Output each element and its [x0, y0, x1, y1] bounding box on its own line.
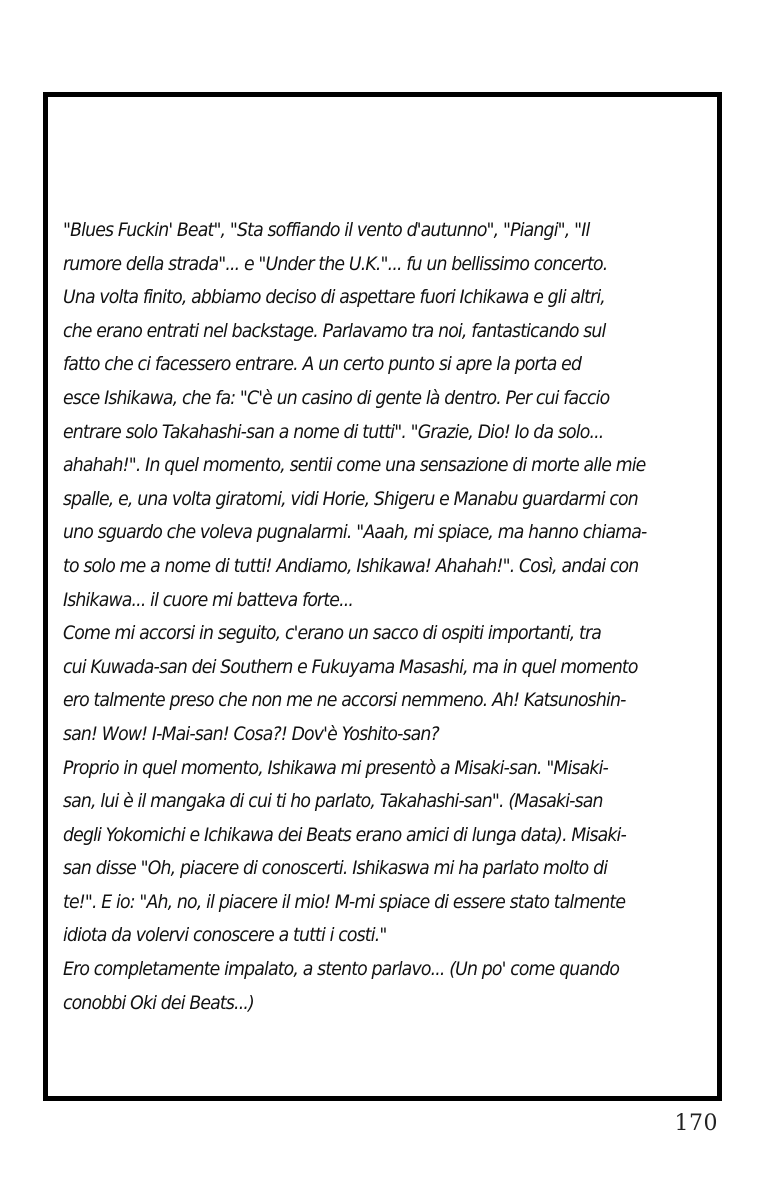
text-panel-frame [43, 92, 722, 1101]
narrative-text [63, 214, 668, 1020]
text-line: san disse "Oh, piacere di conoscerti. Ishikaswa mi ha parlato molto di [63, 858, 608, 880]
text-line: ahahah!". In quel momento, sentii come una sensazione di morte alle mie [63, 455, 646, 477]
text-line: esce Ishikawa, che fa: "C'è un casino di gente là dentro. Per cui faccio [63, 387, 610, 409]
text-line: ero talmente preso che non me ne accorsi nemmeno. Ah! Katsunoshin- [63, 690, 626, 712]
text-line: rumore della strada"... e "Under the U.K."... fu un bellissimo concerto. [63, 253, 608, 275]
text-line: che erano entrati nel backstage. Parlavamo tra noi, fantasticando sul [63, 320, 606, 342]
text-line: idiota da volervi conoscere a tutti i costi." [63, 925, 387, 947]
text-line: "Blues Fuckin' Beat", "Sta soffiando il vento d'autunno", "Piangi", "Il [63, 220, 590, 241]
text-line: Ero completamente impalato, a stento parlavo... (Un po' come quando [63, 959, 620, 981]
text-line: san! Wow! I-Mai-san! Cosa?! Dov'è Yoshito-san? [63, 723, 439, 745]
text-line: Come mi accorsi in seguito, c'erano un sacco di ospiti importanti, tra [63, 623, 602, 645]
text-line: te!". E io: "Ah, no, il piacere il mio! M-mi spiace di essere stato talmente [63, 891, 626, 913]
text-line: degli Yokomichi e Ichikawa dei Beats erano amici di lunga data). Misaki- [63, 824, 626, 846]
page-number: 170 [674, 1111, 718, 1136]
text-line: Proprio in quel momento, Ishikawa mi presentò a Misaki-san. "Misaki- [63, 757, 608, 779]
text-line: san, lui è il mangaka di cui ti ho parlato, Takahashi-san". (Masaki-san [63, 791, 603, 813]
text-line: uno sguardo che voleva pugnalarmi. "Aaah, mi spiace, ma hanno chiama- [63, 522, 647, 544]
text-line: conobbi Oki dei Beats...) [63, 992, 254, 1014]
text-line: entrare solo Takahashi-san a nome di tutti". "Grazie, Dio! Io da solo... [63, 421, 604, 443]
text-line: spalle, e, una volta giratomi, vidi Horie, Shigeru e Manabu guardarmi con [63, 488, 638, 510]
text-line: Ishikawa... il cuore mi batteva forte... [63, 589, 354, 611]
text-line: cui Kuwada-san dei Southern e Fukuyama Masashi, ma in quel momento [63, 656, 638, 678]
text-line: Una volta finito, abbiamo deciso di aspettare fuori Ichikawa e gli altri, [63, 287, 605, 309]
text-line: to solo me a nome di tutti! Andiamo, Ishikawa! Ahahah!". Così, andai con [63, 555, 639, 577]
text-line: fatto che ci facessero entrare. A un certo punto si apre la porta ed [63, 354, 582, 376]
